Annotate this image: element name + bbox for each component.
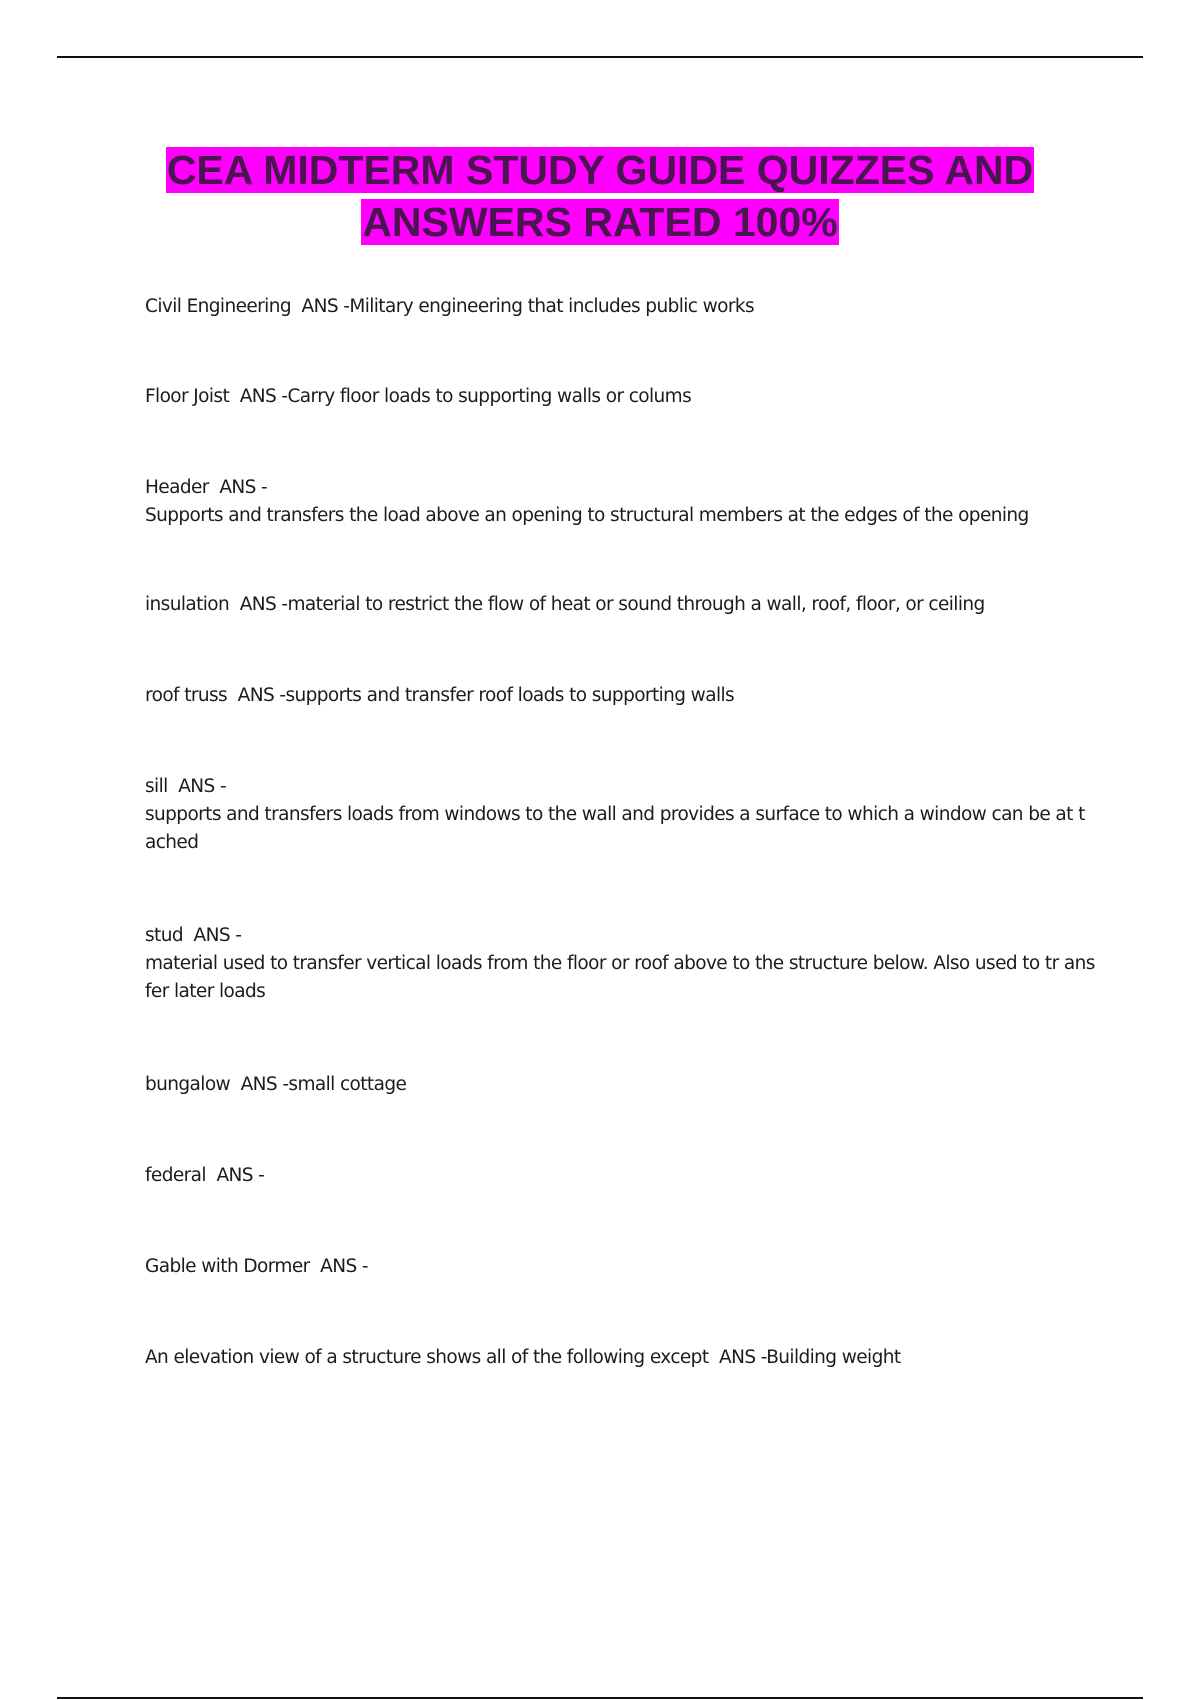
qa-term: insulation — [145, 594, 230, 615]
qa-ans-marker: ANS - — [216, 1165, 265, 1186]
qa-item — [145, 474, 1095, 530]
qa-item — [145, 922, 1095, 1006]
footer-rule — [57, 1697, 1143, 1699]
qa-item — [145, 682, 1095, 710]
qa-ans-marker: ANS - — [239, 386, 288, 407]
qa-term: bungalow — [145, 1074, 231, 1095]
title-line-1: CEA MIDTERM STUDY GUIDE QUIZZES AND — [166, 147, 1034, 193]
qa-answer: Supports and transfers the load above an opening to structural members at the edges of the opening — [145, 505, 1029, 526]
qa-ans-marker: ANS - — [178, 776, 227, 797]
qa-ans-marker: ANS - — [301, 296, 350, 317]
qa-term: sill — [145, 776, 168, 797]
qa-answer: small cottage — [288, 1074, 407, 1095]
qa-item — [145, 1071, 1095, 1099]
qa-ans-marker: ANS - — [219, 477, 268, 498]
qa-answer: supports and transfer roof loads to supporting walls — [285, 685, 735, 706]
qa-answer: Carry floor loads to supporting walls or colums — [287, 386, 692, 407]
qa-item — [145, 1253, 1095, 1281]
qa-ans-marker: ANS - — [320, 1256, 368, 1277]
qa-term: Civil Engineering — [145, 296, 291, 317]
qa-item — [145, 773, 1095, 857]
qa-item — [145, 383, 1095, 411]
document-title — [100, 144, 1100, 248]
qa-term: roof truss — [145, 685, 228, 706]
qa-term: An elevation view of a structure shows all of the following except — [145, 1347, 709, 1368]
qa-item — [145, 1344, 1095, 1372]
qa-answer: Building weight — [766, 1347, 901, 1368]
qa-answer: material used to transfer vertical loads from the floor or roof above to the structure below. Also used to tr ansfer later loads — [145, 953, 1095, 1002]
qa-answer: supports and transfers loads from windows to the wall and provides a surface to which a window can be at tached — [145, 804, 1085, 853]
qa-ans-marker: ANS - — [239, 594, 288, 615]
qa-ans-marker: ANS - — [193, 925, 242, 946]
qa-answer: Military engineering that includes public works — [349, 296, 755, 317]
title-line-2: ANSWERS RATED 100% — [362, 199, 838, 245]
qa-ans-marker: ANS - — [240, 1074, 289, 1095]
qa-item — [145, 293, 1095, 321]
qa-item — [145, 591, 1095, 619]
qa-term: Gable with Dormer — [145, 1256, 310, 1277]
qa-item — [145, 1162, 1095, 1190]
header-rule — [57, 56, 1143, 58]
qa-ans-marker: ANS - — [237, 685, 286, 706]
qa-term: Floor Joist — [145, 386, 230, 407]
qa-ans-marker: ANS - — [719, 1347, 767, 1368]
qa-term: federal — [145, 1165, 206, 1186]
qa-answer: material to restrict the flow of heat or sound through a wall, roof, floor, or ceiling — [287, 594, 985, 615]
qa-term: stud — [145, 925, 183, 946]
qa-term: Header — [145, 477, 209, 498]
